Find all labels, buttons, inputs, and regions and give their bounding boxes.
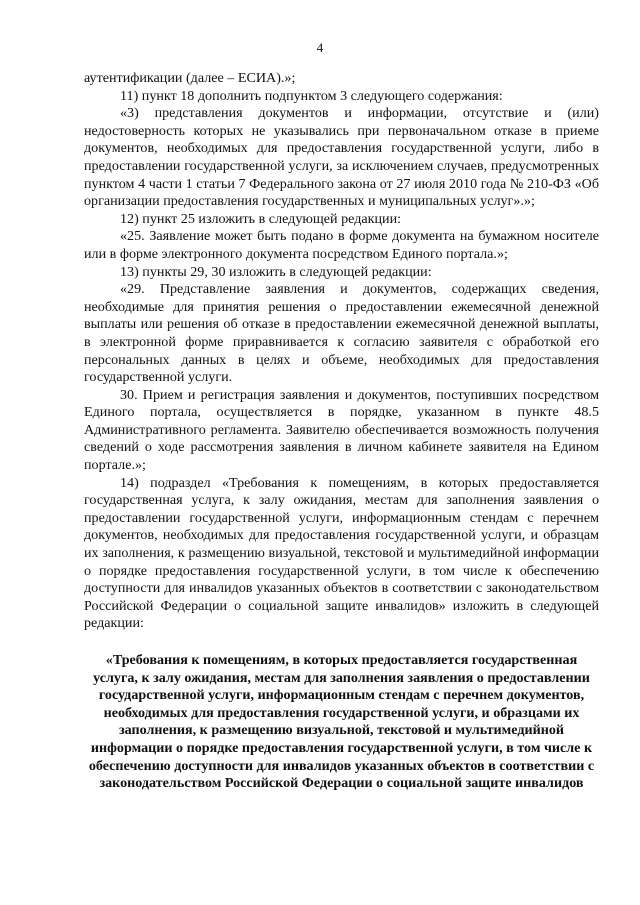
paragraph-5: «25. Заявление может быть подано в форме документа на бумажном носителе или в форме электронного документа посредством Единого портала.»; (84, 228, 599, 262)
paragraph-2: 11) пункт 18 дополнить подпунктом 3 следующего содержания: (120, 87, 503, 104)
paragraph-3: «3) представления документов и информации, отсутствие и (или) недостоверность которых не указывались при первоначальном отказе в приеме документов, необходимых для предоставления государственной услуги, либо в предоставлении государственной услуги, за исключением случаев, предусмотренных пунктом 4 части 1 статьи 7 Федерального закона от 27 июля 2010 года № 210-ФЗ «Об организации предоставления государственных и муниципальных услуг».»; (84, 105, 599, 210)
paragraph-6: 13) пункты 29, 30 изложить в следующей редакции: (120, 263, 432, 280)
paragraph-4: 12) пункт 25 изложить в следующей редакции: (120, 210, 402, 227)
paragraph-1: аутентификации (далее – ЕСИА).»; (84, 70, 296, 86)
page-number: 4 (316, 40, 324, 55)
paragraph-7: «29. Представление заявления и документов, содержащих сведения, необходимые для принятия решения о предоставлении ежемесячной денежной выплаты или решения об отказе в предоставлении ежемесячной денежной выплаты, в электронной форме приравнивается к согласию заявителя с обработкой его персональных данных в целях и объеме, необходимых для предоставления государственной услуги. (84, 281, 599, 386)
paragraph-9: 14) подраздел «Требования к помещениям, в которых предоставляется государственная услуга, к залу ожидания, местам для заполнения заявления о предоставлении государственной услуги, информационным стендам с перечнем документов, необходимых для предоставления государственной услуги, и образцам их заполнения, к размещению визуальной, текстовой и мультимедийной информации о порядке предоставления государственной услуги, в том числе к обеспечению доступности для инвалидов указанных объектов в соответствии с законодательством Российской Федерации о социальной защите инвалидов» изложить в следующей редакции: (84, 474, 599, 632)
paragraph-8: 30. Прием и регистрация заявления и документов, поступивших посредством Единого портала, осуществляется в порядке, указанном в пункте 48.5 Административного регламента. Заявителю обеспечивается возможность получения сведений о ходе рассмотрения заявления в личном кабинете заявителя на Едином портале.»; (84, 386, 599, 474)
document-body (84, 70, 599, 633)
section-heading: «Требования к помещениям, в которых предоставляется государственная услуга, к залу ожидания, местам для заполнения заявления о предоставлении государственной услуги, информационным стендам с перечнем документов, необходимых для предоставления государственной услуги, и образцами их заполнения, к размещению визуальной, текстовой и мультимедийной информации о порядке предоставления государственной услуги, в том числе к обеспечению доступности для инвалидов указанных объектов в соответствии с законодательством Российской Федерации о социальной защите инвалидов (88, 652, 595, 792)
